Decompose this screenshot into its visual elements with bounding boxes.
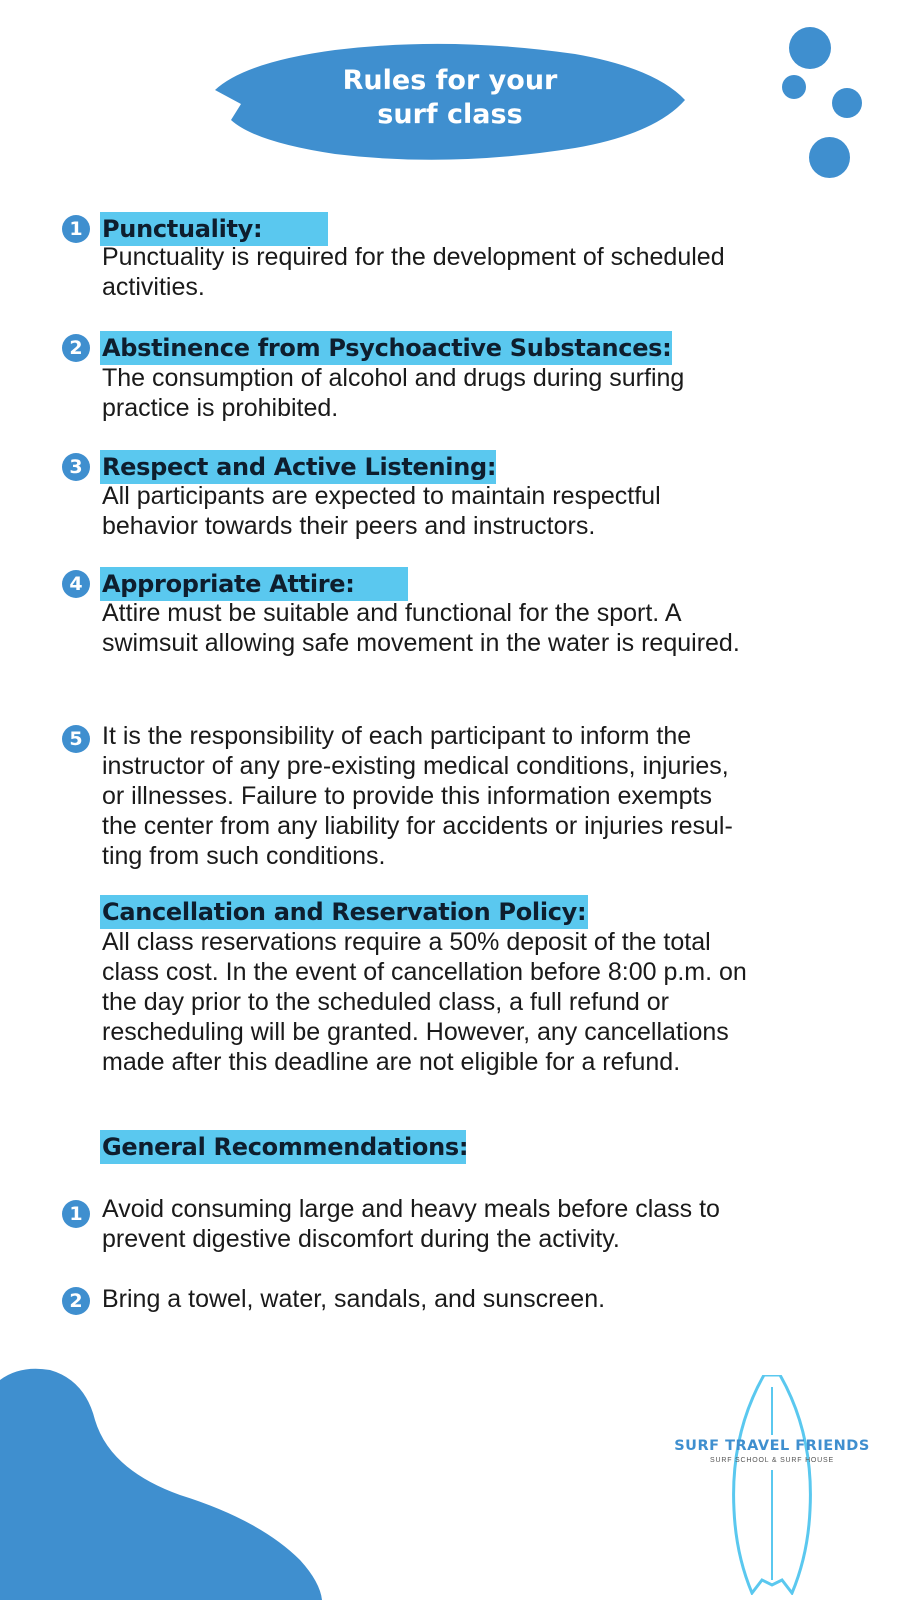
recommendation-item: [62, 1284, 852, 1318]
number-badge: 3: [62, 453, 90, 481]
number-badge: 2: [62, 1287, 90, 1315]
number-badge: 4: [62, 570, 90, 598]
rule-text: [102, 598, 822, 658]
logo-name: SURF TRAVEL FRIENDS: [674, 1438, 870, 1454]
rule-heading: Appropriate Attire:: [100, 567, 408, 601]
text-line: the day prior to the scheduled class, a full refund or: [102, 988, 669, 1016]
rule-heading: Respect and Active Listening:: [100, 450, 496, 484]
text-line: or illnesses. Failure to provide this information exempts: [102, 782, 712, 810]
text-line: Avoid consuming large and heavy meals before class to: [102, 1195, 720, 1223]
decor-blob: [0, 1360, 330, 1600]
decor-dot: [789, 27, 831, 69]
text-line: swimsuit allowing safe movement in the water is required.: [102, 629, 740, 657]
general-recommendations: [62, 1130, 852, 1166]
rule-medical-conditions: [62, 721, 852, 881]
recommendation-item: [62, 1194, 852, 1258]
text-line: rescheduling will be granted. However, any cancellations: [102, 1018, 729, 1046]
rule-heading: Punctuality:: [100, 212, 328, 246]
text-line: instructor of any pre-existing medical conditions, injuries,: [102, 752, 729, 780]
rule-text: [102, 721, 822, 871]
decor-dot: [809, 137, 850, 178]
text-line: It is the responsibility of each participant to inform the: [102, 722, 692, 750]
text-line: Bring a towel, water, sandals, and sunscreen.: [102, 1285, 606, 1313]
section-heading: General Recommendations:: [100, 1130, 466, 1164]
rule-punctuality: [62, 212, 852, 302]
recommendation-text: [102, 1194, 822, 1254]
text-line: prevent digestive discomfort during the activity.: [102, 1225, 620, 1253]
text-line: class cost. In the event of cancellation before 8:00 p.m. on: [102, 958, 747, 986]
rule-text: [102, 363, 822, 423]
title-line-1: Rules for your: [342, 65, 558, 96]
text-line: Punctuality is required for the development of scheduled: [102, 243, 725, 271]
text-line: the center from any liability for accidents or injuries resul-: [102, 812, 733, 840]
rule-heading: Abstinence from Psychoactive Substances:: [100, 331, 672, 365]
text-line: activities.: [102, 273, 205, 301]
cancellation-policy: [62, 895, 852, 1075]
logo-subtitle: SURF SCHOOL & SURF HOUSE: [710, 1457, 834, 1464]
rule-attire: [62, 567, 852, 657]
text-line: made after this deadline are not eligible for a refund.: [102, 1048, 681, 1076]
number-badge: 5: [62, 725, 90, 753]
text-line: All class reservations require a 50% deposit of the total: [102, 928, 711, 956]
title-line-2: surf class: [377, 99, 523, 130]
rule-text: [102, 242, 822, 302]
decor-dot: [832, 88, 862, 118]
number-badge: 1: [62, 215, 90, 243]
text-line: practice is prohibited.: [102, 394, 339, 422]
rule-text: [102, 481, 822, 541]
recommendation-text: [102, 1284, 822, 1314]
decor-dot: [782, 75, 806, 99]
rule-abstinence: [62, 331, 852, 421]
text-line: Attire must be suitable and functional for the sport. A: [102, 599, 682, 627]
surfboard-logo-icon: [672, 1375, 872, 1595]
number-badge: 1: [62, 1200, 90, 1228]
number-badge: 2: [62, 334, 90, 362]
text-line: The consumption of alcohol and drugs during surfing: [102, 364, 685, 392]
section-heading: Cancellation and Reservation Policy:: [100, 895, 588, 929]
text-line: All participants are expected to maintain respectful: [102, 482, 661, 510]
policy-text: [102, 927, 822, 1077]
text-line: behavior towards their peers and instructors.: [102, 512, 596, 540]
text-line: ting from such conditions.: [102, 842, 386, 870]
rule-respect: [62, 450, 852, 540]
page-title: [215, 64, 685, 132]
